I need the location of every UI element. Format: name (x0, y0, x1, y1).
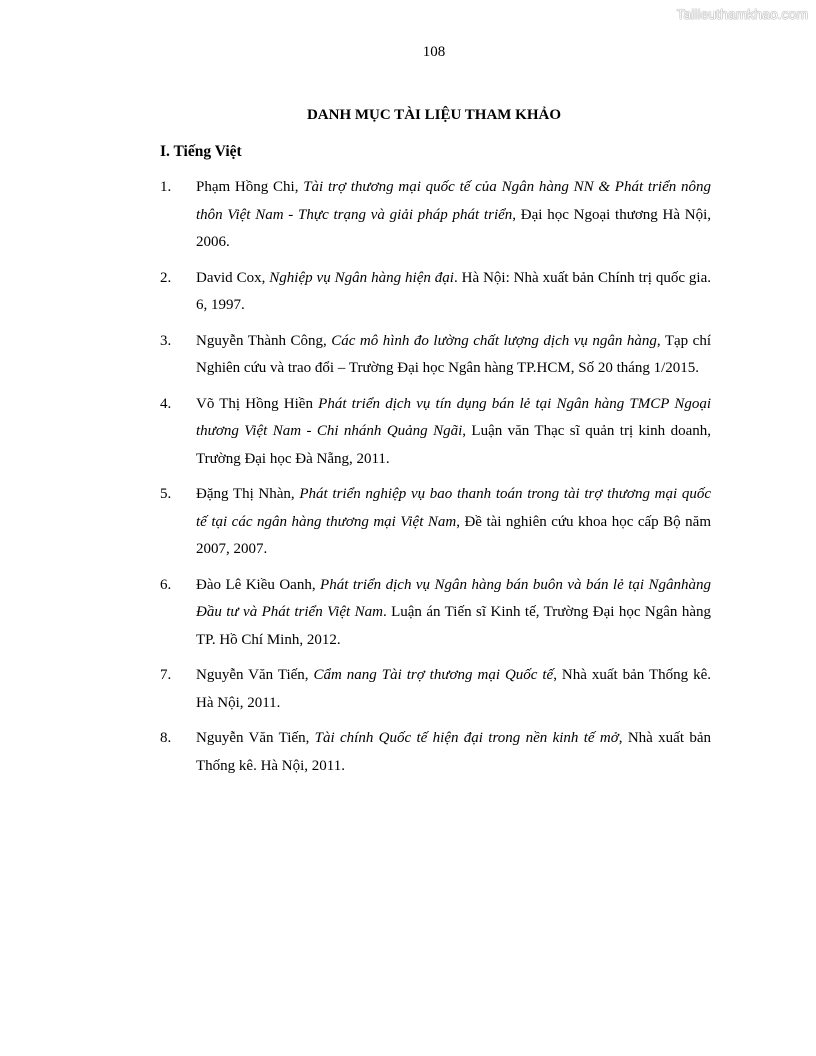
reference-author: Võ Thị Hồng Hiền (196, 395, 319, 412)
reference-number: 6. (160, 576, 172, 593)
reference-title: Tài trợ thương mại quốc tế của Ngân hàng NN & Phát triển nông thôn Việt Nam - Thực trạng và giải pháp phát triển (196, 179, 711, 223)
reference-item (160, 662, 711, 717)
reference-author: David Cox, (196, 269, 270, 286)
reference-title: Phát triển dịch vụ tín dụng bán lẻ tại Ngân hàng TMCP Ngoại thương Việt Nam - Chi nhánh Quảng Ngãi (196, 395, 711, 439)
reference-number: 3. (160, 332, 172, 349)
reference-item (160, 725, 711, 780)
reference-details: , Tạp chí Nghiên cứu và trao đổi – Trường Đại học Ngân hàng TP.HCM, Số 20 tháng 1/2015. (196, 332, 712, 376)
reference-author: Đào Lê Kiều Oanh, (196, 576, 321, 593)
reference-item (160, 174, 711, 257)
reference-author: Nguyễn Thành Công, (196, 332, 332, 349)
reference-number: 2. (160, 269, 172, 286)
reference-title: Các mô hình đo lường chất lượng dịch vụ ngân hàng (331, 332, 657, 349)
reference-item (160, 328, 711, 383)
reference-number: 1. (160, 179, 172, 195)
reference-author: Nguyễn Văn Tiến, (196, 667, 314, 683)
watermark: Tailieuthamkhao.com (676, 6, 808, 22)
reference-list (160, 174, 711, 788)
reference-details: . Hà Nội: Nhà xuất bản Chính trị quốc gia. 6, 1997. (196, 269, 711, 313)
reference-author: Nguyễn Văn Tiến, (196, 730, 315, 746)
reference-details: , Đề tài nghiên cứu khoa học cấp Bộ năm 2007, 2007. (196, 513, 711, 557)
reference-title: Phát triển dịch vụ Ngân hàng bán buôn và bán lẻ tại Ngânhàng Đầu tư và Phát triển Việt Nam (196, 576, 711, 620)
reference-item (160, 265, 711, 320)
reference-details: , Nhà xuất bản Thống kê. Hà Nội, 2011. (196, 667, 712, 711)
reference-details: , Đại học Ngoại thương Hà Nội, 2006. (196, 206, 712, 250)
section-heading: I. Tiếng Việt (160, 143, 242, 160)
reference-title: Tài chính Quốc tế hiện đại trong nền kinh tế mở (314, 730, 619, 746)
reference-number: 5. (160, 486, 172, 502)
reference-title: Cẩm nang Tài trợ thương mại Quốc tế (313, 667, 554, 683)
reference-author: Phạm Hồng Chi, (196, 179, 304, 195)
reference-title: Nghiệp vụ Ngân hàng hiện đại (269, 269, 454, 286)
reference-number: 4. (160, 395, 172, 412)
reference-item (160, 391, 711, 474)
reference-item (160, 481, 711, 564)
reference-details: , Nhà xuất bản Thống kê. Hà Nội, 2011. (196, 730, 711, 774)
reference-author: Đặng Thị Nhàn, (196, 486, 300, 502)
reference-details: , Luận văn Thạc sĩ quản trị kinh doanh, Trường Đại học Đà Nẵng, 2011. (196, 423, 711, 467)
reference-title: Phát triển nghiệp vụ bao thanh toán trong tài trợ thương mại quốc tế tại các ngân hàng thương mại Việt Nam (196, 486, 711, 530)
reference-number: 7. (160, 667, 172, 683)
reference-number: 8. (160, 730, 172, 746)
page-title: DANH MỤC TÀI LIỆU THAM KHẢO (306, 107, 562, 123)
reference-item (160, 572, 711, 655)
reference-details: . Luận án Tiến sĩ Kinh tế, Trường Đại học Ngân hàng TP. Hồ Chí Minh, 2012. (196, 604, 711, 648)
page-number: 108 (422, 44, 446, 60)
